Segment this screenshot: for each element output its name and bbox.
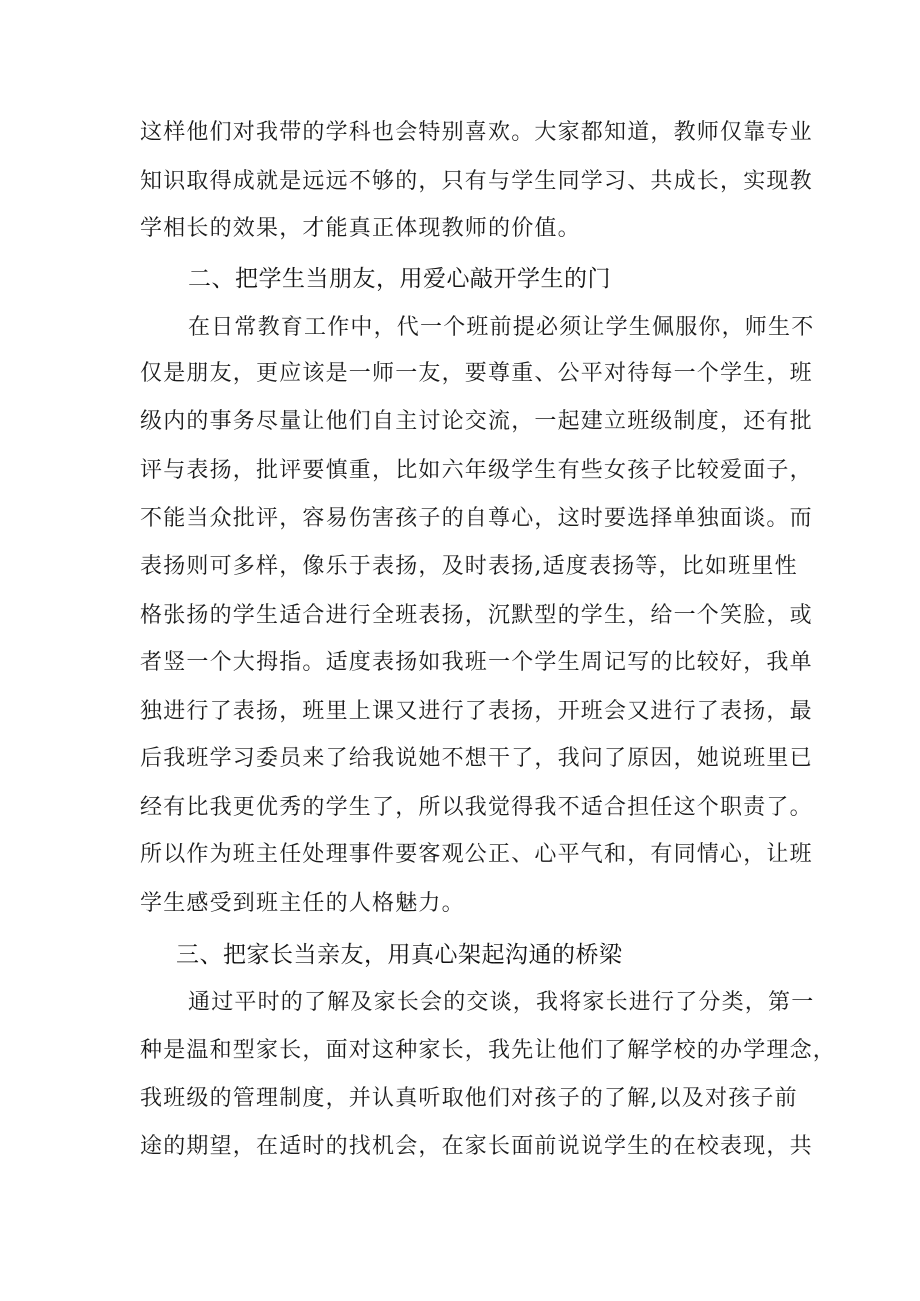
paragraph-1-line-3: 学相长的效果，才能真正体现教师的价值。: [140, 216, 581, 241]
paragraph-3-line-4: 途的期望，在适时的找机会，在家长面前说说学生的在校表现，共: [140, 1134, 813, 1159]
section-heading-2: 二、把学生当朋友，用爱心敲开学生的门: [188, 266, 611, 292]
paragraph-3-line-1: 通过平时的了解及家长会的交谈，我将家长进行了分类，第一: [188, 990, 815, 1015]
paragraph-2-line-8: 者竖一个大拇指。适度表扬如我班一个学生周记写的比较好，我单: [140, 650, 813, 675]
paragraph-2-line-5: 不能当众批评，容易伤害孩子的自尊心，这时要选择单独面谈。而: [140, 506, 813, 531]
paragraph-1-line-1: 这样他们对我带的学科也会特别喜欢。大家都知道，教师仅靠专业: [140, 120, 813, 145]
paragraph-2-line-4: 评与表扬，批评要慎重，比如六年级学生有些女孩子比较爱面子，: [140, 458, 813, 483]
paragraph-2-line-10: 后我班学习委员来了给我说她不想干了，我问了原因，她说班里已: [140, 746, 813, 771]
paragraph-2-line-2: 仅是朋友，更应该是一师一友，要尊重、公平对待每一个学生，班: [140, 361, 813, 386]
paragraph-2-line-12: 所以作为班主任处理事件要客观公正、心平气和，有同情心，让班: [140, 842, 813, 867]
paragraph-2-line-9: 独进行了表扬，班里上课又进行了表扬，开班会又进行了表扬，最: [140, 699, 813, 724]
paragraph-2-line-1: 在日常教育工作中，代一个班前提必须让学生佩服你，师生不: [188, 315, 815, 340]
paragraph-2-line-11: 经有比我更优秀的学生了，所以我觉得我不适合担任这个职责了。: [140, 795, 813, 820]
paragraph-2-line-13: 学生感受到班主任的人格魅力。: [140, 891, 465, 916]
paragraph-2-line-7: 格张扬的学生适合进行全班表扬，沉默型的学生，给一个笑脸，或: [140, 603, 813, 628]
paragraph-2-line-3: 级内的事务尽量让他们自主讨论交流，一起建立班级制度，还有批: [140, 409, 813, 434]
paragraph-3-line-2: 种是温和型家长，面对这种家长，我先让他们了解学校的办学理念，: [140, 1038, 837, 1063]
paragraph-1-line-2: 知识取得成就是远远不够的，只有与学生同学习、共成长，实现教: [140, 169, 813, 194]
section-heading-3: 三、把家长当亲友，用真心架起沟通的桥梁: [176, 942, 623, 968]
paragraph-2-line-6: 表扬则可多样，像乐于表扬，及时表扬,适度表扬等，比如班里性: [140, 554, 798, 579]
paragraph-3-line-3: 我班级的管理制度，并认真听取他们对孩子的了解,以及对孩子前: [140, 1086, 798, 1111]
